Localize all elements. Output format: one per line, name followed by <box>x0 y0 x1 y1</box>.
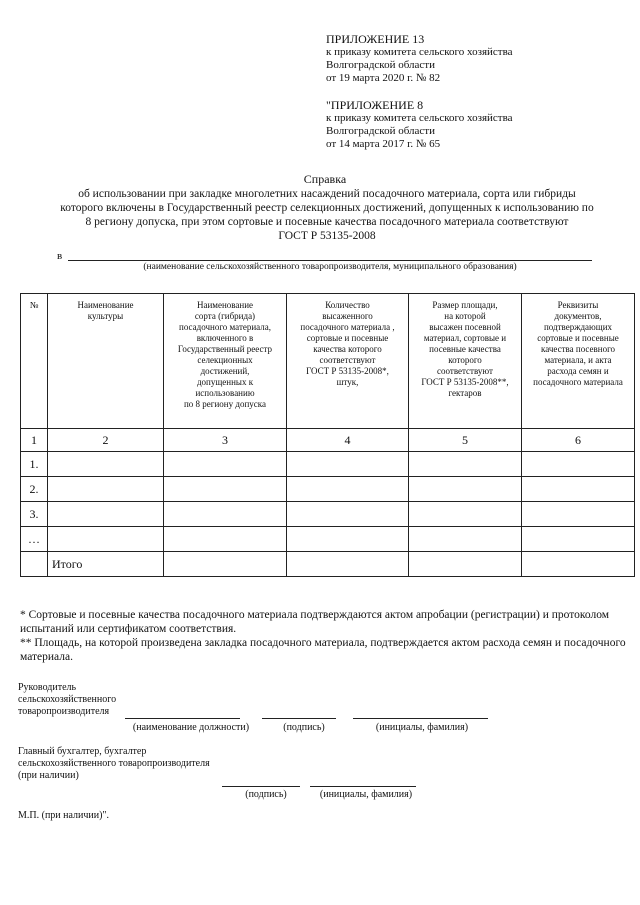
table-cell <box>48 452 164 477</box>
signature-line <box>262 718 336 719</box>
table-cell <box>48 477 164 502</box>
row-number <box>21 552 48 577</box>
table-cell <box>287 527 409 552</box>
signature-caption: (подпись) <box>283 722 325 733</box>
appendix-8-line3: от 14 марта 2017 г. № 65 <box>326 138 441 150</box>
document-subtitle <box>20 187 634 243</box>
table-cell <box>522 527 635 552</box>
accountant-name-line <box>310 786 416 787</box>
table-row <box>21 477 635 502</box>
stamp-note: М.П. (при наличии)". <box>18 810 110 821</box>
table-row <box>21 502 635 527</box>
table-row <box>21 527 635 552</box>
appendix-8-line2: Волгоградской области <box>326 125 435 137</box>
table-cell <box>164 527 287 552</box>
column-number: 3 <box>164 429 287 452</box>
producer-name-caption: (наименование сельскохозяйственного товаропроизводителя, муниципального образования) <box>143 262 517 272</box>
header-quantity: Количество высаженного посадочного материала , сортовые и посевные качества которого соответствуют ГОСТ Р 53135-2008*, штук, <box>287 294 409 429</box>
subtitle-line: 8 региону допуска, при этом сортовые и посевные качества посадочного материала соответствуют <box>85 216 569 228</box>
header-area: Размер площади, на которой высажен посевной материал, сортовые и посевные качества которого соответствуют ГОСТ Р 53135-2008**, гектаров <box>409 294 522 429</box>
table-cell <box>164 452 287 477</box>
appendix-8-header <box>326 98 513 151</box>
document-title: Справка <box>303 172 347 186</box>
name-line <box>353 718 488 719</box>
header-variety: Наименование сорта (гибрида) посадочного материала, включенного в Государственный реестр селекционных достижений, допущенных к использованию по 8 региону допуска <box>164 294 287 429</box>
row-number: 2. <box>21 477 48 502</box>
appendix-8-line1: к приказу комитета сельского хозяйства <box>326 112 513 124</box>
column-number: 2 <box>48 429 164 452</box>
footnote-2: ** Площадь, на которой произведена закладка посадочного материала, подтверждается актом расхода семян и посадочного материала. <box>20 637 626 663</box>
subtitle-line: которого включены в Государственный реестр селекционных достижений, допущенных к использованию по <box>60 202 594 214</box>
column-number: 6 <box>522 429 635 452</box>
column-number: 1 <box>21 429 48 452</box>
subtitle-line: об использовании при закладке многолетних насаждений посадочного материала, сорта или гибриды <box>78 188 576 200</box>
appendix-8-title: "ПРИЛОЖЕНИЕ 8 <box>326 98 424 112</box>
column-number: 4 <box>287 429 409 452</box>
appendix-13-header <box>326 32 513 85</box>
table-cell <box>287 452 409 477</box>
appendix-13-line1: к приказу комитета сельского хозяйства <box>326 46 513 58</box>
table-cell <box>409 502 522 527</box>
appendix-13-title: ПРИЛОЖЕНИЕ 13 <box>326 32 425 46</box>
table-cell <box>164 477 287 502</box>
subtitle-line: ГОСТ Р 53135-2008 <box>278 230 376 242</box>
header-crop: Наименование культуры <box>48 294 164 429</box>
table-cell <box>522 477 635 502</box>
row-number: 3. <box>21 502 48 527</box>
head-signature-label: Руководитель сельскохозяйственного товаропроизводителя <box>18 682 117 717</box>
table-cell <box>522 502 635 527</box>
header-number: № <box>21 294 48 429</box>
accountant-signature-label: Главный бухгалтер, бухгалтер сельскохозяйственного товаропроизводителя (при наличии) <box>18 746 210 781</box>
accountant-signature-line <box>222 786 300 787</box>
column-number: 5 <box>409 429 522 452</box>
table-row <box>21 452 635 477</box>
position-line <box>125 718 240 719</box>
accountant-signature-caption: (подпись) <box>245 789 287 800</box>
table-cell <box>409 477 522 502</box>
table-cell <box>409 552 522 577</box>
table-cell <box>48 502 164 527</box>
table-cell <box>287 477 409 502</box>
table-cell <box>522 552 635 577</box>
name-caption: (инициалы, фамилия) <box>375 722 469 733</box>
footnote-1: * Сортовые и посевные качества посадочного материала подтверждаются актом апробации (регистрации) и протоколом испытаний или сертификатом соответствия. <box>20 609 610 635</box>
header-documents: Реквизиты документов, подтверждающих сортовые и посевные качества посевного материала, и акта расхода семян и посадочного материала <box>522 294 635 429</box>
table-cell <box>287 502 409 527</box>
table-cell <box>164 552 287 577</box>
table-row-total <box>21 552 635 577</box>
table-cell <box>409 527 522 552</box>
appendix-13-line3: от 19 марта 2020 г. № 82 <box>326 72 441 84</box>
position-caption: (наименование должности) <box>132 722 250 733</box>
appendix-13-line2: Волгоградской области <box>326 59 435 71</box>
table-cell <box>409 452 522 477</box>
in-label: в <box>57 250 63 262</box>
column-numbers-row <box>21 429 635 452</box>
table-cell <box>287 552 409 577</box>
row-number: 1. <box>21 452 48 477</box>
table-cell <box>164 502 287 527</box>
table-cell <box>48 527 164 552</box>
planting-table <box>20 293 635 577</box>
row-number: … <box>21 527 48 552</box>
footnotes <box>20 608 632 664</box>
accountant-name-caption: (инициалы, фамилия) <box>319 789 413 800</box>
table-cell <box>522 452 635 477</box>
total-label: Итого <box>48 552 164 577</box>
producer-name-line <box>68 260 592 261</box>
table-header-row <box>21 294 635 429</box>
